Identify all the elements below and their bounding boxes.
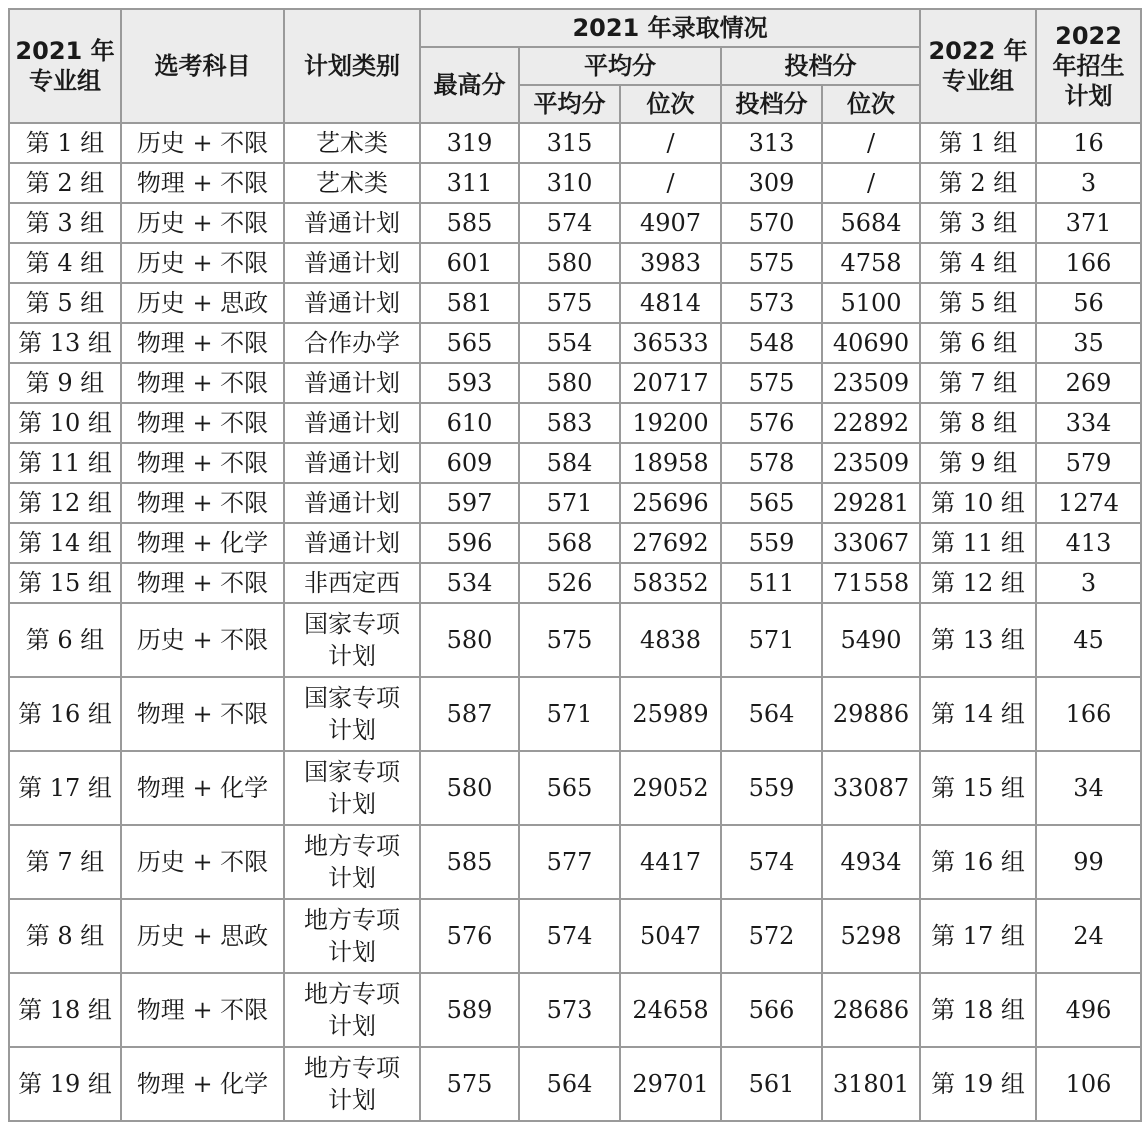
cell-plan-2022: 3 <box>1036 563 1141 603</box>
cell-group-2022: 第 14 组 <box>920 677 1036 751</box>
table-row <box>9 483 1141 523</box>
header-cutoff-score: 投档分 <box>721 85 822 123</box>
header-group-2021-line2: 专业组 <box>29 67 101 95</box>
cell-plan-type <box>284 483 420 523</box>
cell-group-2022: 第 15 组 <box>920 751 1036 825</box>
cell-subjects: 物理 + 不限 <box>121 443 284 483</box>
cell-group-2021: 第 13 组 <box>9 323 121 363</box>
cell-cutoff-rank: 23509 <box>822 363 920 403</box>
cell-plan-2022: 45 <box>1036 603 1141 677</box>
cell-avg-rank: 4907 <box>620 203 721 243</box>
header-plan-2022-line1: 2022 <box>1055 22 1122 50</box>
plan-type-line: 计划 <box>328 1012 376 1040</box>
cell-group-2021: 第 5 组 <box>9 283 121 323</box>
cell-group-2022: 第 8 组 <box>920 403 1036 443</box>
cell-plan-type <box>284 523 420 563</box>
cell-cutoff-score: 309 <box>721 163 822 203</box>
cell-avg-score: 583 <box>519 403 620 443</box>
cell-cutoff-score: 548 <box>721 323 822 363</box>
cell-max-score: 609 <box>420 443 519 483</box>
cell-avg-score: 584 <box>519 443 620 483</box>
cell-cutoff-rank: 29886 <box>822 677 920 751</box>
cell-cutoff-score: 559 <box>721 751 822 825</box>
header-plan-2022-line3: 计划 <box>1064 82 1113 110</box>
table-row <box>9 973 1141 1047</box>
cell-max-score: 311 <box>420 163 519 203</box>
plan-type-line: 计划 <box>328 1086 376 1114</box>
cell-plan-type <box>284 563 420 603</box>
cell-avg-rank: 5047 <box>620 899 721 973</box>
cell-group-2022: 第 7 组 <box>920 363 1036 403</box>
cell-plan-type <box>284 443 420 483</box>
cell-plan-type <box>284 403 420 443</box>
cell-group-2022: 第 1 组 <box>920 123 1036 163</box>
cell-avg-rank: 58352 <box>620 563 721 603</box>
cell-max-score: 587 <box>420 677 519 751</box>
header-subjects: 选考科目 <box>121 9 284 123</box>
cell-group-2021: 第 12 组 <box>9 483 121 523</box>
cell-cutoff-rank: 5684 <box>822 203 920 243</box>
cell-avg-rank: / <box>620 163 721 203</box>
header-group-2021-line1: 2021 年 <box>15 37 115 65</box>
header-plan-2022 <box>1036 9 1141 123</box>
plan-type-line: 计划 <box>328 864 376 892</box>
table-row <box>9 123 1141 163</box>
cell-subjects: 历史 + 不限 <box>121 243 284 283</box>
cell-max-score: 581 <box>420 283 519 323</box>
plan-type-line: 地方专项 <box>304 1054 400 1082</box>
cell-group-2022: 第 16 组 <box>920 825 1036 899</box>
cell-subjects: 物理 + 不限 <box>121 323 284 363</box>
cell-plan-type <box>284 973 420 1047</box>
cell-group-2022: 第 4 组 <box>920 243 1036 283</box>
cell-group-2021: 第 19 组 <box>9 1047 121 1121</box>
header-admission-2021: 2021 年录取情况 <box>420 9 920 47</box>
cell-plan-type <box>284 323 420 363</box>
cell-plan-type <box>284 751 420 825</box>
cell-cutoff-rank: 4934 <box>822 825 920 899</box>
cell-avg-score: 573 <box>519 973 620 1047</box>
table-row <box>9 283 1141 323</box>
cell-group-2021: 第 10 组 <box>9 403 121 443</box>
plan-type-line: 普通计划 <box>304 369 400 397</box>
cell-plan-2022: 16 <box>1036 123 1141 163</box>
cell-plan-type <box>284 603 420 677</box>
plan-type-line: 合作办学 <box>304 329 400 357</box>
plan-type-line: 计划 <box>328 716 376 744</box>
cell-avg-rank: 24658 <box>620 973 721 1047</box>
cell-plan-type <box>284 123 420 163</box>
cell-cutoff-score: 574 <box>721 825 822 899</box>
header-group-2021 <box>9 9 121 123</box>
table-row <box>9 243 1141 283</box>
cell-avg-rank: 27692 <box>620 523 721 563</box>
cell-subjects: 物理 + 不限 <box>121 363 284 403</box>
cell-subjects: 历史 + 不限 <box>121 825 284 899</box>
cell-subjects: 物理 + 化学 <box>121 751 284 825</box>
cell-max-score: 580 <box>420 751 519 825</box>
plan-type-line: 普通计划 <box>304 489 400 517</box>
cell-plan-2022: 106 <box>1036 1047 1141 1121</box>
cell-max-score: 585 <box>420 203 519 243</box>
cell-subjects: 物理 + 不限 <box>121 677 284 751</box>
cell-avg-score: 575 <box>519 603 620 677</box>
cell-max-score: 534 <box>420 563 519 603</box>
cell-group-2022: 第 18 组 <box>920 973 1036 1047</box>
cell-avg-score: 571 <box>519 677 620 751</box>
cell-cutoff-score: 559 <box>721 523 822 563</box>
cell-cutoff-rank: 31801 <box>822 1047 920 1121</box>
cell-plan-2022: 579 <box>1036 443 1141 483</box>
cell-group-2021: 第 1 组 <box>9 123 121 163</box>
cell-subjects: 物理 + 不限 <box>121 563 284 603</box>
cell-subjects: 物理 + 化学 <box>121 1047 284 1121</box>
cell-group-2021: 第 16 组 <box>9 677 121 751</box>
cell-cutoff-score: 561 <box>721 1047 822 1121</box>
plan-type-line: 普通计划 <box>304 209 400 237</box>
plan-type-line: 普通计划 <box>304 289 400 317</box>
cell-group-2021: 第 7 组 <box>9 825 121 899</box>
plan-type-line: 国家专项 <box>304 684 400 712</box>
header-group-2022-line1: 2022 年 <box>928 37 1028 65</box>
cell-cutoff-score: 511 <box>721 563 822 603</box>
cell-cutoff-rank: 71558 <box>822 563 920 603</box>
cell-cutoff-score: 564 <box>721 677 822 751</box>
cell-cutoff-rank: 22892 <box>822 403 920 443</box>
cell-max-score: 575 <box>420 1047 519 1121</box>
cell-max-score: 589 <box>420 973 519 1047</box>
table-row <box>9 1047 1141 1121</box>
cell-avg-rank: 29701 <box>620 1047 721 1121</box>
cell-avg-rank: 25989 <box>620 677 721 751</box>
cell-avg-rank: 4838 <box>620 603 721 677</box>
table-row <box>9 363 1141 403</box>
cell-plan-2022: 1274 <box>1036 483 1141 523</box>
cell-group-2021: 第 3 组 <box>9 203 121 243</box>
cell-avg-rank: 18958 <box>620 443 721 483</box>
plan-type-line: 艺术类 <box>316 169 388 197</box>
header-cutoff-rank: 位次 <box>822 85 920 123</box>
header-max-score: 最高分 <box>420 47 519 123</box>
cell-cutoff-rank: 40690 <box>822 323 920 363</box>
cell-group-2021: 第 15 组 <box>9 563 121 603</box>
cell-plan-type <box>284 243 420 283</box>
cell-max-score: 565 <box>420 323 519 363</box>
table-row <box>9 751 1141 825</box>
plan-type-line: 普通计划 <box>304 449 400 477</box>
plan-type-line: 计划 <box>328 642 376 670</box>
cell-avg-rank: 36533 <box>620 323 721 363</box>
cell-plan-2022: 496 <box>1036 973 1141 1047</box>
cell-plan-2022: 166 <box>1036 243 1141 283</box>
header-plan-2022-line2: 年招生 <box>1052 52 1125 80</box>
cell-cutoff-score: 313 <box>721 123 822 163</box>
cell-avg-score: 580 <box>519 243 620 283</box>
cell-group-2022: 第 9 组 <box>920 443 1036 483</box>
table-row <box>9 677 1141 751</box>
cell-subjects: 物理 + 不限 <box>121 483 284 523</box>
cell-plan-type <box>284 163 420 203</box>
cell-cutoff-score: 566 <box>721 973 822 1047</box>
cell-plan-2022: 34 <box>1036 751 1141 825</box>
cell-avg-score: 574 <box>519 899 620 973</box>
cell-group-2022: 第 11 组 <box>920 523 1036 563</box>
cell-plan-type <box>284 203 420 243</box>
cell-cutoff-rank: 5100 <box>822 283 920 323</box>
cell-subjects: 历史 + 思政 <box>121 899 284 973</box>
cell-cutoff-rank: 23509 <box>822 443 920 483</box>
plan-type-line: 普通计划 <box>304 409 400 437</box>
cell-avg-score: 580 <box>519 363 620 403</box>
cell-group-2021: 第 2 组 <box>9 163 121 203</box>
cell-cutoff-rank: 33087 <box>822 751 920 825</box>
cell-avg-score: 571 <box>519 483 620 523</box>
cell-cutoff-rank: 28686 <box>822 973 920 1047</box>
plan-type-line: 国家专项 <box>304 758 400 786</box>
cell-avg-score: 565 <box>519 751 620 825</box>
table-row <box>9 203 1141 243</box>
cell-avg-rank: 20717 <box>620 363 721 403</box>
cell-group-2022: 第 3 组 <box>920 203 1036 243</box>
table-row <box>9 403 1141 443</box>
cell-avg-score: 310 <box>519 163 620 203</box>
cell-max-score: 597 <box>420 483 519 523</box>
cell-plan-type <box>284 899 420 973</box>
cell-group-2022: 第 6 组 <box>920 323 1036 363</box>
cell-avg-rank: 4417 <box>620 825 721 899</box>
cell-avg-rank: 19200 <box>620 403 721 443</box>
plan-type-line: 艺术类 <box>316 129 388 157</box>
cell-max-score: 580 <box>420 603 519 677</box>
cell-plan-2022: 166 <box>1036 677 1141 751</box>
cell-avg-score: 575 <box>519 283 620 323</box>
cell-avg-score: 577 <box>519 825 620 899</box>
cell-max-score: 601 <box>420 243 519 283</box>
cell-max-score: 319 <box>420 123 519 163</box>
cell-avg-score: 568 <box>519 523 620 563</box>
cell-cutoff-score: 575 <box>721 243 822 283</box>
plan-type-line: 普通计划 <box>304 529 400 557</box>
cell-cutoff-score: 573 <box>721 283 822 323</box>
plan-type-line: 国家专项 <box>304 610 400 638</box>
cell-plan-2022: 269 <box>1036 363 1141 403</box>
table-row <box>9 603 1141 677</box>
cell-cutoff-rank: 29281 <box>822 483 920 523</box>
cell-avg-score: 564 <box>519 1047 620 1121</box>
cell-group-2022: 第 12 组 <box>920 563 1036 603</box>
cell-subjects: 物理 + 不限 <box>121 403 284 443</box>
header-avg-group: 平均分 <box>519 47 721 85</box>
plan-type-line: 地方专项 <box>304 906 400 934</box>
cell-cutoff-score: 576 <box>721 403 822 443</box>
plan-type-line: 地方专项 <box>304 980 400 1008</box>
cell-max-score: 576 <box>420 899 519 973</box>
cell-plan-2022: 99 <box>1036 825 1141 899</box>
cell-cutoff-score: 565 <box>721 483 822 523</box>
header-plan-type: 计划类别 <box>284 9 420 123</box>
cell-plan-type <box>284 677 420 751</box>
plan-type-line: 计划 <box>328 790 376 818</box>
cell-max-score: 593 <box>420 363 519 403</box>
cell-subjects: 历史 + 不限 <box>121 603 284 677</box>
cell-avg-rank: 4814 <box>620 283 721 323</box>
cell-group-2022: 第 2 组 <box>920 163 1036 203</box>
cell-avg-score: 315 <box>519 123 620 163</box>
cell-group-2021: 第 4 组 <box>9 243 121 283</box>
cell-subjects: 物理 + 化学 <box>121 523 284 563</box>
header-avg-rank: 位次 <box>620 85 721 123</box>
cell-plan-2022: 56 <box>1036 283 1141 323</box>
plan-type-line: 地方专项 <box>304 832 400 860</box>
cell-group-2022: 第 13 组 <box>920 603 1036 677</box>
cell-plan-type <box>284 283 420 323</box>
table-row <box>9 563 1141 603</box>
cell-cutoff-score: 572 <box>721 899 822 973</box>
cell-group-2021: 第 8 组 <box>9 899 121 973</box>
table-row <box>9 323 1141 363</box>
table-row <box>9 825 1141 899</box>
plan-type-line: 非西定西 <box>304 569 400 597</box>
table-body <box>9 123 1141 1121</box>
cell-group-2022: 第 19 组 <box>920 1047 1036 1121</box>
cell-cutoff-score: 570 <box>721 203 822 243</box>
plan-type-line: 计划 <box>328 938 376 966</box>
admission-table-container <box>8 8 1142 1122</box>
cell-plan-2022: 334 <box>1036 403 1141 443</box>
cell-cutoff-rank: 33067 <box>822 523 920 563</box>
cell-cutoff-score: 575 <box>721 363 822 403</box>
cell-avg-rank: 25696 <box>620 483 721 523</box>
header-avg-score: 平均分 <box>519 85 620 123</box>
table-row <box>9 163 1141 203</box>
cell-subjects: 历史 + 不限 <box>121 123 284 163</box>
cell-group-2021: 第 17 组 <box>9 751 121 825</box>
cell-max-score: 596 <box>420 523 519 563</box>
table-row <box>9 523 1141 563</box>
cell-group-2021: 第 9 组 <box>9 363 121 403</box>
cell-group-2021: 第 14 组 <box>9 523 121 563</box>
cell-plan-2022: 413 <box>1036 523 1141 563</box>
cell-subjects: 物理 + 不限 <box>121 973 284 1047</box>
cell-cutoff-rank: 4758 <box>822 243 920 283</box>
header-group-2022 <box>920 9 1036 123</box>
cell-plan-type <box>284 825 420 899</box>
cell-plan-2022: 371 <box>1036 203 1141 243</box>
cell-avg-score: 574 <box>519 203 620 243</box>
cell-cutoff-score: 571 <box>721 603 822 677</box>
header-group-2022-line2: 专业组 <box>942 67 1015 95</box>
cell-plan-2022: 35 <box>1036 323 1141 363</box>
cell-group-2022: 第 17 组 <box>920 899 1036 973</box>
cell-avg-rank: / <box>620 123 721 163</box>
cell-group-2021: 第 18 组 <box>9 973 121 1047</box>
cell-plan-2022: 24 <box>1036 899 1141 973</box>
cell-avg-rank: 29052 <box>620 751 721 825</box>
cell-group-2022: 第 5 组 <box>920 283 1036 323</box>
cell-avg-rank: 3983 <box>620 243 721 283</box>
cell-cutoff-rank: / <box>822 123 920 163</box>
cell-cutoff-rank: 5490 <box>822 603 920 677</box>
cell-plan-type <box>284 363 420 403</box>
cell-plan-2022: 3 <box>1036 163 1141 203</box>
table-row <box>9 899 1141 973</box>
cell-cutoff-rank: 5298 <box>822 899 920 973</box>
cell-max-score: 610 <box>420 403 519 443</box>
cell-cutoff-rank: / <box>822 163 920 203</box>
cell-plan-type <box>284 1047 420 1121</box>
cell-max-score: 585 <box>420 825 519 899</box>
cell-group-2021: 第 6 组 <box>9 603 121 677</box>
plan-type-line: 普通计划 <box>304 249 400 277</box>
cell-group-2022: 第 10 组 <box>920 483 1036 523</box>
table-row <box>9 443 1141 483</box>
cell-avg-score: 526 <box>519 563 620 603</box>
cell-subjects: 历史 + 思政 <box>121 283 284 323</box>
table-header <box>9 9 1141 123</box>
cell-subjects: 历史 + 不限 <box>121 203 284 243</box>
admission-table <box>8 8 1142 1122</box>
cell-group-2021: 第 11 组 <box>9 443 121 483</box>
cell-avg-score: 554 <box>519 323 620 363</box>
header-cutoff-group: 投档分 <box>721 47 920 85</box>
cell-cutoff-score: 578 <box>721 443 822 483</box>
cell-subjects: 物理 + 不限 <box>121 163 284 203</box>
